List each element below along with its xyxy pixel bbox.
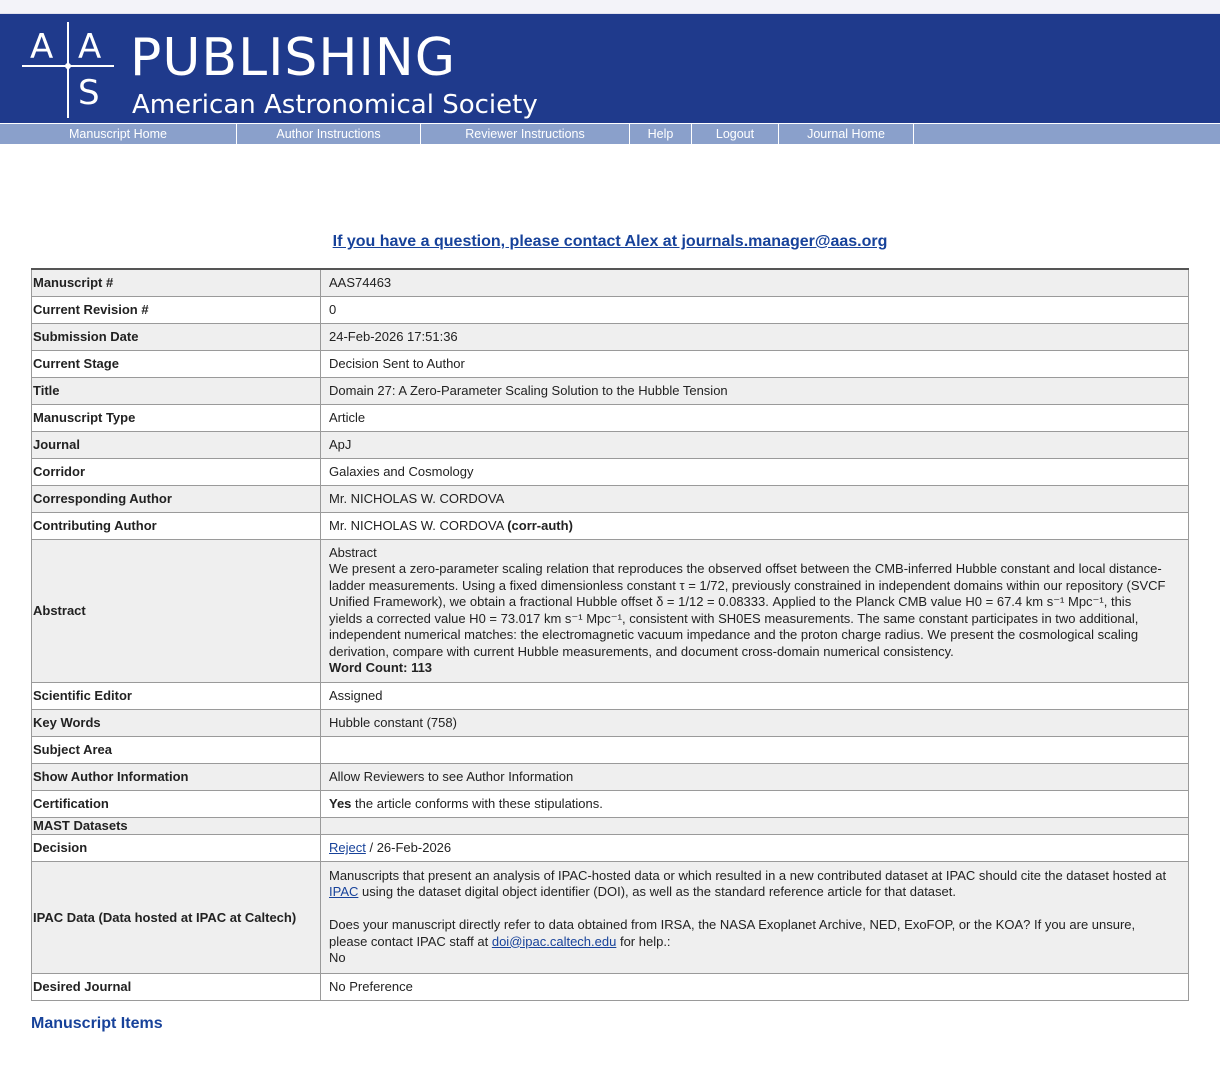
abstract-cell	[321, 539, 1189, 682]
certification-text: the article conforms with these stipulations.	[351, 796, 603, 811]
row-label: IPAC Data (Data hosted at IPAC at Caltech)	[32, 861, 321, 973]
ipac-spacer	[329, 901, 1168, 918]
decision-date: / 26-Feb-2026	[365, 840, 452, 855]
nav-manuscript-home[interactable]: Manuscript Home	[0, 124, 237, 144]
row-label: Journal	[32, 431, 321, 458]
certification-yes: Yes	[329, 796, 352, 811]
row-label: Contributing Author	[32, 512, 321, 539]
row-label: Corresponding Author	[32, 485, 321, 512]
ipac-answer: No	[329, 950, 346, 965]
browser-top-strip	[0, 0, 1220, 14]
row-label: Manuscript #	[32, 269, 321, 296]
abstract-text: We present a zero-parameter scaling relation that reproduces the observed offset between the CMB-inferred Hubble constant and local distance-ladder measurements. Using a fixed dimensionless constant τ = 1/72, previously constrained in independent domains within our repository (SVCF Unified Framework), we obtain a fractional Hubble offset δ = 1/12 = 0.08333. Applied to the Planck CMB value H0 = 67.4 km s⁻¹ Mpc⁻¹, this yields a corrected value H0 = 73.017 km s⁻¹ Mpc⁻¹, consistent with SH0ES measurements. The same constant participates in two additional, independent numerical matches: the electromagnetic vacuum impedance and the proton charge radius. We present the cosmological scaling derivation, compare with current Hubble measurements, and document cross-domain numerical consistency.	[329, 561, 1166, 659]
table-row	[32, 404, 1189, 431]
ipac-p2-text-b: for help.:	[616, 933, 671, 949]
corridor-value: Galaxies and Cosmology	[321, 458, 1189, 485]
submission-date: 24-Feb-2026 17:51:36	[321, 323, 1189, 350]
row-label: Manuscript Type	[32, 404, 321, 431]
row-label: MAST Datasets	[32, 817, 321, 834]
nav-reviewer-instructions[interactable]: Reviewer Instructions	[421, 124, 630, 144]
table-row	[32, 512, 1189, 539]
reject-link[interactable]: Reject	[329, 840, 366, 855]
main-nav	[0, 123, 1220, 144]
key-words: Hubble constant (758)	[321, 709, 1189, 736]
decision-value	[321, 834, 1189, 861]
contributing-author-name: Mr. NICHOLAS W. CORDOVA	[329, 518, 508, 533]
certification-value	[321, 790, 1189, 817]
ipac-p1-text-b: using the dataset digital object identifier (DOI), as well as the standard reference article for that dataset.	[358, 884, 956, 899]
manuscript-title: Domain 27: A Zero-Parameter Scaling Solution to the Hubble Tension	[321, 377, 1189, 404]
ipac-p1-text-a: Manuscripts that present an analysis of IPAC-hosted data or which resulted in a new contributed dataset at IPAC should cite the dataset hosted at	[329, 867, 1167, 883]
row-label: Abstract	[32, 539, 321, 682]
ipac-p2-text-a: Does your manuscript directly refer to data obtained from IRSA, the NASA Exoplanet Archive, NED, ExoFOP, or the KOA? If you are unsure, please contact IPAC staff at	[329, 917, 1136, 949]
table-row	[32, 539, 1189, 682]
row-label: Decision	[32, 834, 321, 861]
row-label: Scientific Editor	[32, 682, 321, 709]
contact-question	[0, 233, 1220, 259]
ipac-data-cell	[321, 861, 1189, 973]
row-label: Subject Area	[32, 736, 321, 763]
contact-link[interactable]: If you have a question, please contact Alex at journals.manager@aas.org	[332, 233, 888, 250]
nav-author-instructions[interactable]: Author Instructions	[237, 124, 421, 144]
current-stage: Decision Sent to Author	[321, 350, 1189, 377]
aas-logo-icon	[20, 20, 116, 120]
table-row	[32, 377, 1189, 404]
row-label: Title	[32, 377, 321, 404]
table-row	[32, 296, 1189, 323]
row-label: Current Revision #	[32, 296, 321, 323]
table-row	[32, 485, 1189, 512]
table-row	[32, 350, 1189, 377]
manuscript-items-heading: Manuscript Items	[31, 1014, 163, 1032]
table-row	[32, 790, 1189, 817]
row-label: Certification	[32, 790, 321, 817]
row-label: Key Words	[32, 709, 321, 736]
revision-number: 0	[321, 296, 1189, 323]
table-row	[32, 861, 1189, 973]
table-row	[32, 431, 1189, 458]
journal-name: ApJ	[321, 431, 1189, 458]
corr-auth-tag: (corr-auth)	[507, 518, 573, 533]
nav-journal-home[interactable]: Journal Home	[779, 124, 914, 144]
table-row	[32, 709, 1189, 736]
table-row	[32, 736, 1189, 763]
logo-letter-a1: A	[30, 27, 54, 67]
table-row	[32, 269, 1189, 296]
manuscript-details-table	[31, 268, 1189, 1001]
ipac-paragraph-1	[329, 868, 1168, 901]
site-banner	[0, 14, 1220, 123]
table-row	[32, 973, 1189, 1000]
table-row	[32, 458, 1189, 485]
table-row	[32, 763, 1189, 790]
table-row	[32, 834, 1189, 861]
table-row	[32, 323, 1189, 350]
row-label: Corridor	[32, 458, 321, 485]
scientific-editor: Assigned	[321, 682, 1189, 709]
corresponding-author: Mr. NICHOLAS W. CORDOVA	[321, 485, 1189, 512]
manuscript-number: AAS74463	[321, 269, 1189, 296]
logo-letter-s: S	[78, 73, 100, 113]
subject-area	[321, 736, 1189, 763]
word-count: Word Count: 113	[329, 660, 433, 675]
nav-help[interactable]: Help	[630, 124, 692, 144]
society-name: American Astronomical Society	[132, 90, 538, 120]
nav-logout[interactable]: Logout	[692, 124, 779, 144]
row-label: Current Stage	[32, 350, 321, 377]
row-label: Show Author Information	[32, 763, 321, 790]
ipac-link[interactable]: IPAC	[329, 884, 359, 899]
table-row	[32, 682, 1189, 709]
desired-journal: No Preference	[321, 973, 1189, 1000]
publishing-title: PUBLISHING	[130, 28, 457, 88]
mast-datasets	[321, 817, 1189, 834]
show-author-info: Allow Reviewers to see Author Information	[321, 763, 1189, 790]
manuscript-type: Article	[321, 404, 1189, 431]
row-label: Desired Journal	[32, 973, 321, 1000]
ipac-email-link[interactable]: doi@ipac.caltech.edu	[491, 933, 617, 949]
abstract-heading: Abstract	[329, 544, 377, 560]
table-row	[32, 817, 1189, 834]
row-label: Submission Date	[32, 323, 321, 350]
contributing-author	[321, 512, 1189, 539]
logo-letter-a2: A	[78, 27, 102, 67]
ipac-paragraph-2	[329, 917, 1168, 950]
